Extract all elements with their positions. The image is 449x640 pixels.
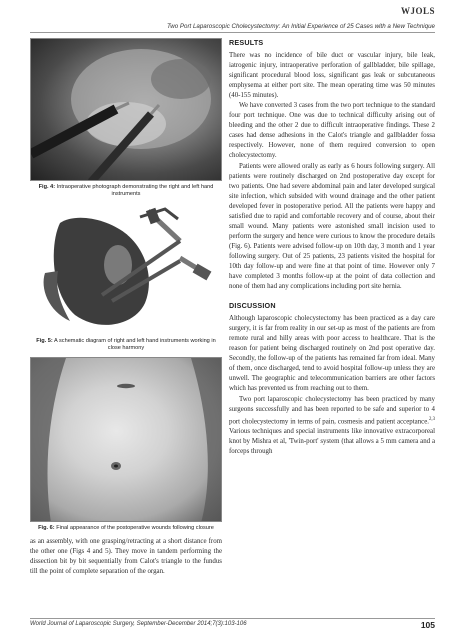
discussion-paragraph-2-text: Two port laparoscopic cholecystectomy has been practiced by many surgeons successfully and has been reported to be safe and superior to 4 port cholecystectomy in terms of pain, cosmesis and patient acceptance. [229, 395, 435, 425]
reference-superscript: 2,3 [429, 416, 435, 422]
running-title: Two Port Laparoscopic Cholecystectomy: An Initial Experience of 25 Cases with a New Technique [166, 23, 435, 30]
journal-tag: WJOLS [400, 6, 435, 16]
results-paragraph-3: Patients were allowed orally as early as 6 hours following surgery. All patients were routinely discharged on 2nd postoperative day except for two patients. One had severe abdominal pain and later developed surgical site infection, which subsided with wound drainage and the other patient developed fever in postoperative period. All the patients were happy and satisfied due to rapid and comfortable recovery and of course, about their small wound. Many patients were astonished small incision used to perform the surgery and hence were curious to know the procedure details (Fig. 6). Patients were advised follow-up on 10th day, 3 month and 1 year following surgery. Out of 25 patients, 23 patients visited the hospital for 10th day follow-up and were fine at that point of time. However only 7 have completed 3 months follow-up at the point of data collection and none of them had any complications including port site hernia. [229, 162, 435, 291]
results-heading: RESULTS [229, 38, 264, 47]
figure-4-caption-text: Intraoperative photograph demonstrating the right and left hand instruments [56, 184, 214, 197]
figure-5-label: Fig. 5: [36, 338, 53, 344]
postoperative-wound-photo-image [31, 358, 222, 522]
figure-6-photo [30, 357, 222, 522]
footer-citation: World Journal of Laparoscopic Surgery, September-December 2014;7(3):103-106 [30, 621, 247, 627]
discussion-heading: DISCUSSION [229, 301, 276, 311]
figure-5-diagram [30, 203, 222, 335]
figure-4-caption [30, 184, 222, 198]
footer-divider [30, 618, 435, 619]
discussion-paragraph-1: Although laparoscopic cholecystectomy has been practiced as a day care surgery, it is far from reality in our set-up as most of the patients are from remote rural and hilly areas with poor access to healthcare. That is the reason for patient being discharged routinely on 2nd post operative day. Secondly, the follow-up of the patients has remained far from ideal. Many of them, once discharged, tend to avoid hospital follow-up unless they are unwell. The geographic and telecommunication barriers are other factors which has prevented us from reaching out to them. [229, 315, 435, 393]
results-paragraph-1: There was no incidence of bile duct or vascular injury, bile leak, iatrogenic injury, intraoperative perforation of gallbladder, bile spillage, significant procedural blood loss, significant gas leak or subcutaneous emphysema at either port site. The mean operating time was 50 minutes (40-155 minutes). [229, 52, 435, 100]
figure-5-caption-text: A schematic diagram of right and left hand instruments working in close harmony [54, 338, 216, 351]
page-number: 105 [420, 620, 435, 630]
instrument-schematic-image [30, 203, 222, 335]
discussion-paragraph-2 [229, 395, 435, 458]
intraoperative-photo-image [31, 39, 222, 181]
header-divider [30, 32, 435, 33]
right-column [229, 38, 435, 457]
figure-4-label: Fig. 4: [38, 184, 56, 190]
figure-6-caption [30, 525, 222, 532]
left-column [30, 38, 222, 577]
figure-5-caption [30, 338, 222, 352]
figure-6-caption-text: Final appearance of the postoperative wounds following closure [56, 525, 214, 531]
results-paragraph-2: We have converted 3 cases from the two port technique to the standard four port technique. One was due to technical difficulty arising out of bleeding and the other 2 due to difficult intraoperative findings. These 2 cases had dense adhesions in the Calot's triangle and gallbladder fossa respectively. However, none of them required conversion to open cholecystectomy. [229, 102, 435, 160]
figure-6-label: Fig. 6: [38, 525, 55, 531]
figure-4-photo [30, 38, 222, 181]
discussion-paragraph-2-continued: Various techniques and special instruments like innovative extracorporeal knot by Mishra et al, 'Twin-port' system (that allows a 5 mm camera and a forceps through [229, 427, 435, 456]
left-column-paragraph: as an assembly, with one grasping/retracting at a short distance from the other one (Figs 4 and 5). They move in tandem performing the dissection bit by bit sequentially from Calot's triangle to the fundus till the point of complete separation of the organ. [30, 538, 222, 576]
